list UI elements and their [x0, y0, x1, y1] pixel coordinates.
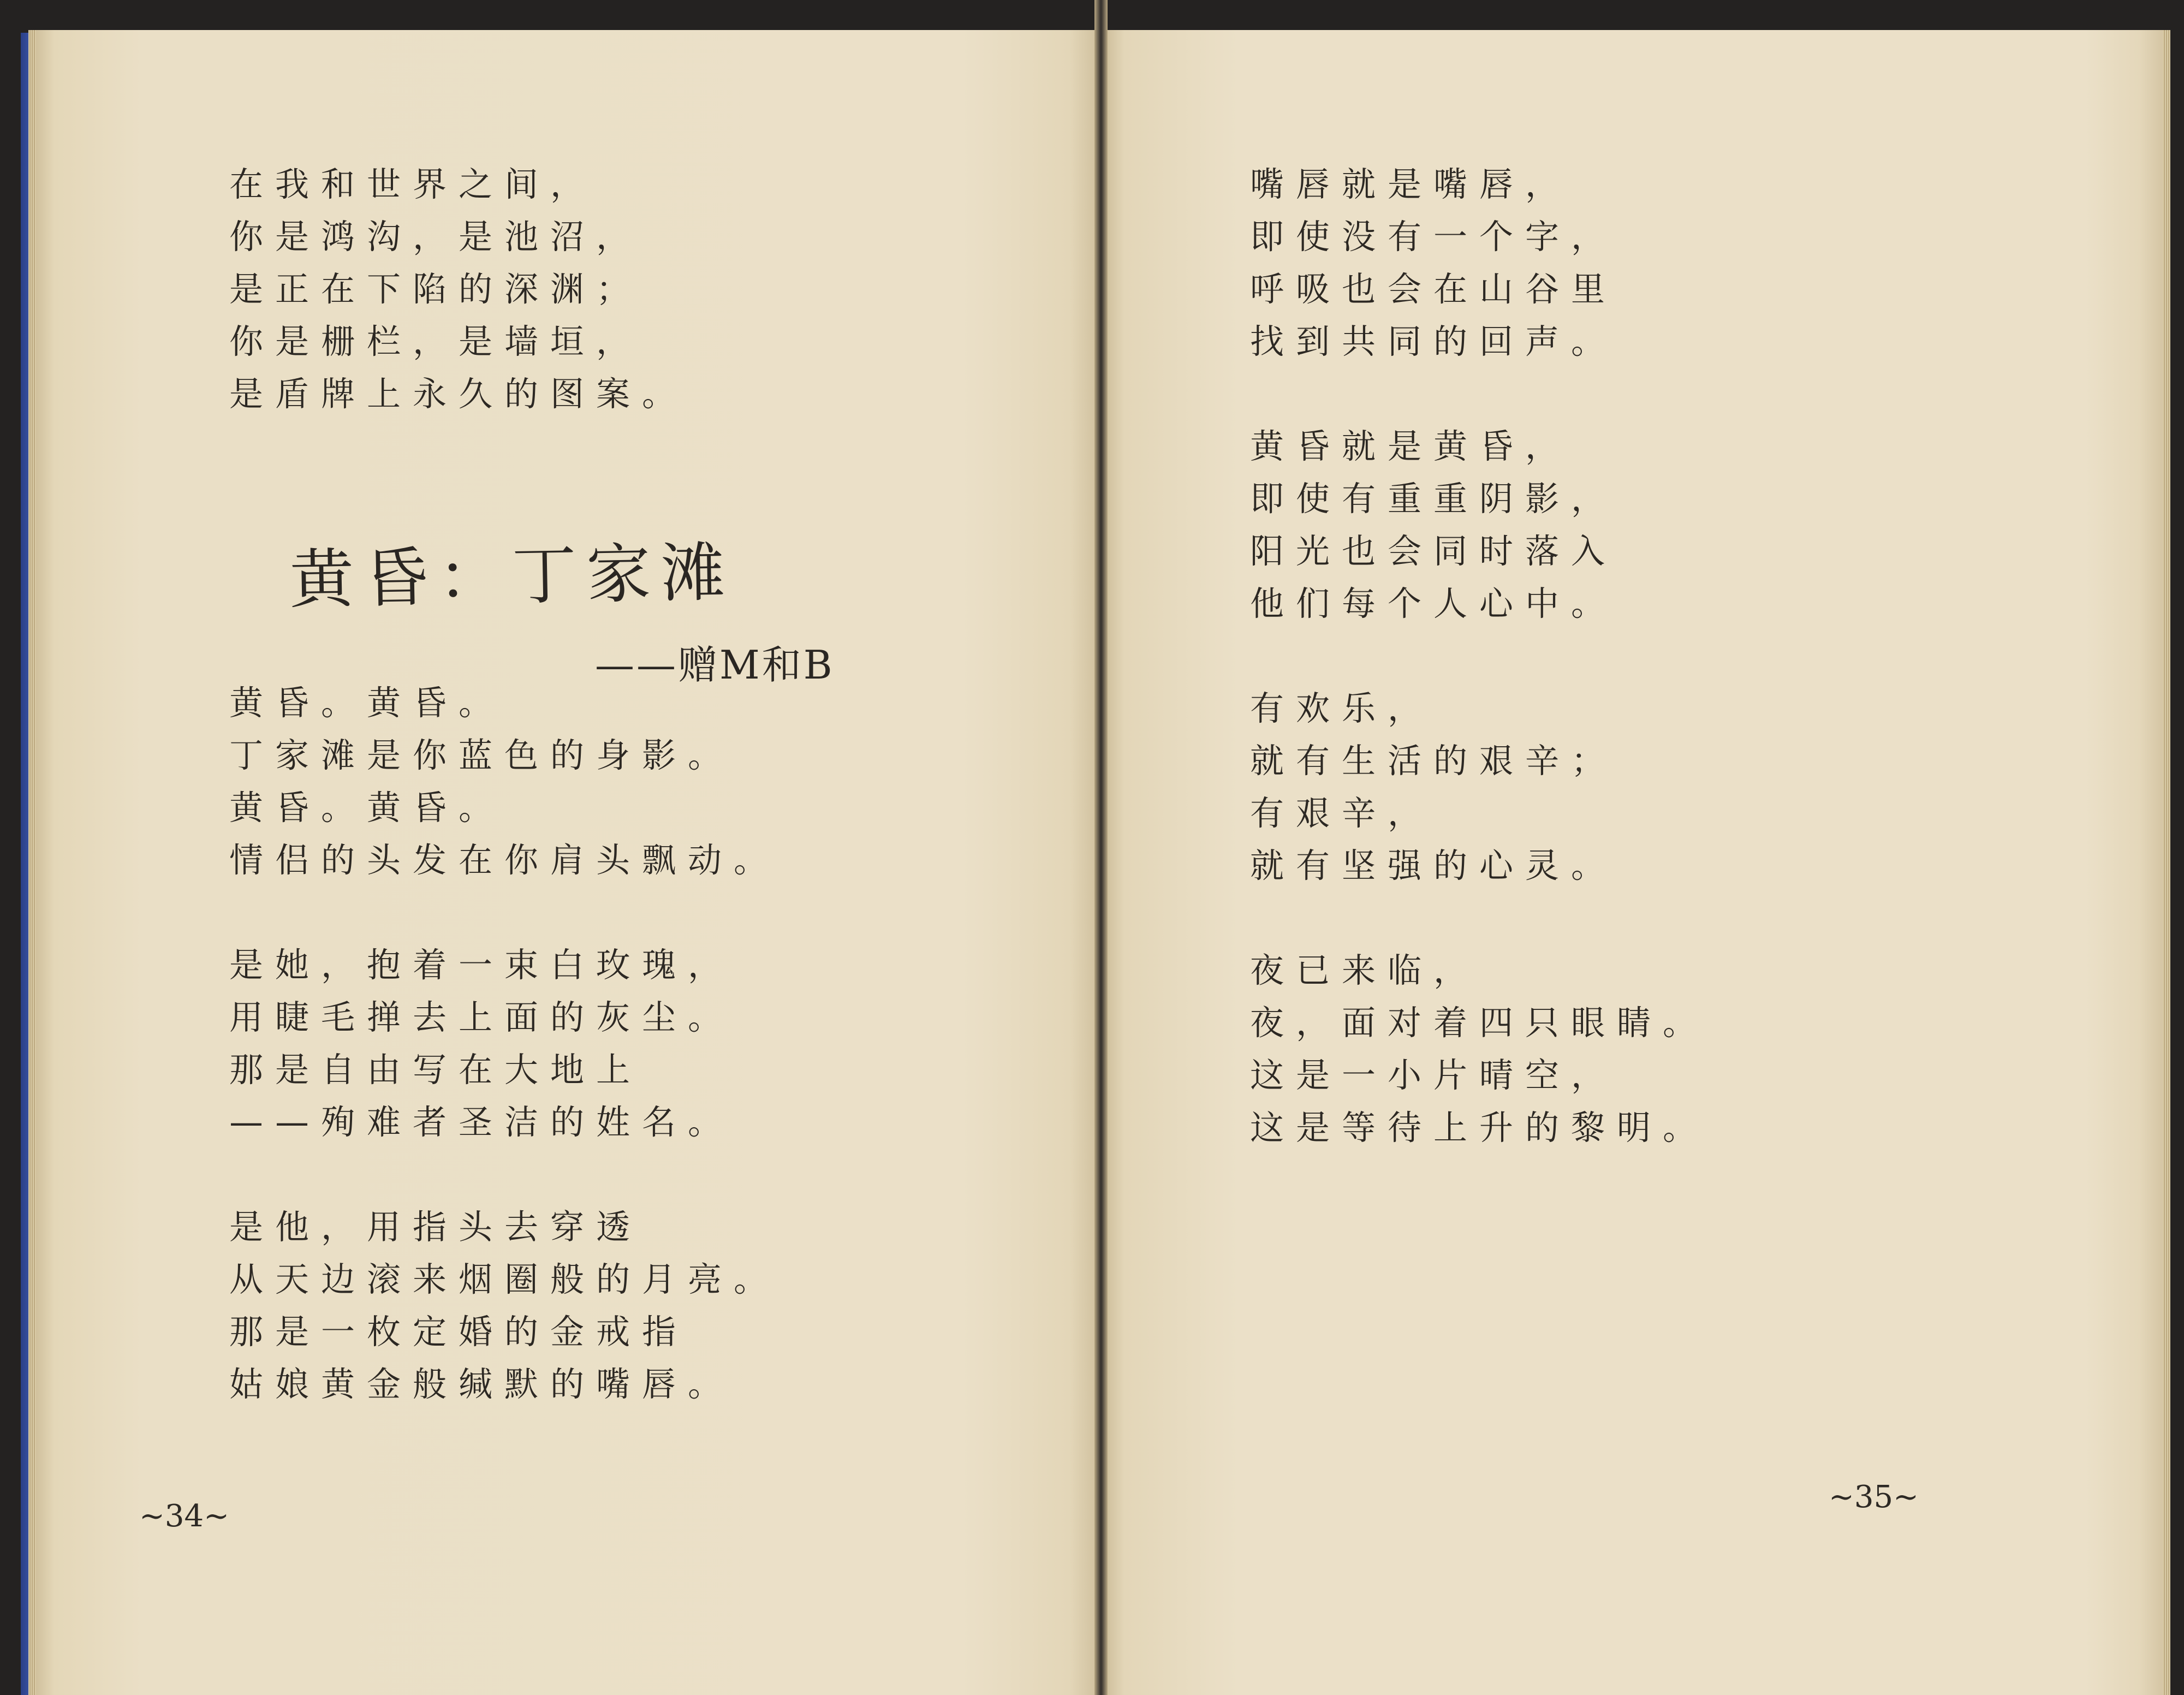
page-number-right: ~35~ [1829, 1479, 1919, 1515]
poem-line: 黄昏就是黄昏， [1250, 426, 1572, 466]
poem-line: 那是一枚定婚的金戒指 [229, 1312, 688, 1352]
poem-line: 他们每个人心中。 [1250, 584, 1617, 623]
poem-line: 是他，用指头去穿透 [229, 1207, 642, 1247]
poem-line: 你是鸿沟，是池沼， [229, 217, 642, 257]
poem-title: 黄昏：丁家滩 [289, 534, 736, 618]
poem-dedication: ——赠M和B [595, 642, 835, 688]
poem-line: 呼吸也会在山谷里 [1250, 269, 1617, 309]
stanza [229, 1201, 779, 1411]
poem-line: 找到共同的回声。 [1250, 322, 1617, 361]
poem-line: 姑娘黄金般缄默的嘴唇。 [229, 1364, 734, 1404]
poem-line: 夜，面对着四只眼睛。 [1250, 1003, 1709, 1043]
page-number-left: ~34~ [139, 1498, 230, 1534]
poem-line: 是她，抱着一束白玫瑰， [229, 945, 734, 985]
stanza [1250, 682, 1709, 892]
poem-line: 那是自由写在大地上 [229, 1050, 642, 1090]
poem-line: 你是栅栏，是墙垣， [229, 322, 642, 361]
poem-line: 是盾牌上永久的图案。 [229, 374, 688, 414]
poem-line: 黄昏。黄昏。 [229, 683, 505, 723]
poem-line: 情侣的头发在你肩头飘动。 [229, 840, 780, 880]
stanza [1250, 158, 1709, 368]
stanza [229, 939, 779, 1149]
poem-line: 即使有重重阴影， [1250, 479, 1617, 519]
poem-line: 有欢乐， [1250, 688, 1434, 728]
left-opening-stanza [229, 158, 688, 473]
poem-line: 黄昏。黄昏。 [229, 788, 505, 828]
poem-line: 就有生活的艰辛； [1250, 741, 1617, 781]
poem-line: 从天边滚来烟圈般的月亮。 [229, 1259, 780, 1299]
poem-line: 就有坚强的心灵。 [1250, 846, 1617, 885]
stanza [229, 677, 779, 887]
poem-line: 嘴唇就是嘴唇， [1250, 164, 1572, 204]
poem-line: ——殉难者圣洁的姓名。 [229, 1102, 734, 1142]
poem-line: 是正在下陷的深渊； [229, 269, 642, 309]
book-gutter [1094, 0, 1108, 1695]
right-poem-body [1250, 158, 1709, 1206]
left-poem-body [229, 677, 779, 1463]
poem-line: 阳光也会同时落入 [1250, 531, 1617, 571]
poem-line: 在我和世界之间， [229, 164, 597, 204]
stanza [1250, 420, 1709, 630]
poem-line: 夜已来临， [1250, 950, 1480, 990]
stanza [229, 158, 688, 420]
poem-line: 即使没有一个字， [1250, 217, 1617, 257]
poem-line: 这是一小片晴空， [1250, 1055, 1617, 1095]
page-stack-edge-left [28, 30, 36, 1695]
poem-line: 这是等待上升的黎明。 [1250, 1108, 1709, 1147]
poem-line: 用睫毛掸去上面的灰尘。 [229, 997, 734, 1037]
stanza [1250, 944, 1709, 1154]
page-stack-edge-right [2163, 30, 2170, 1695]
poem-line: 丁家滩是你蓝色的身影。 [229, 735, 734, 775]
poem-line: 有艰辛， [1250, 793, 1434, 833]
